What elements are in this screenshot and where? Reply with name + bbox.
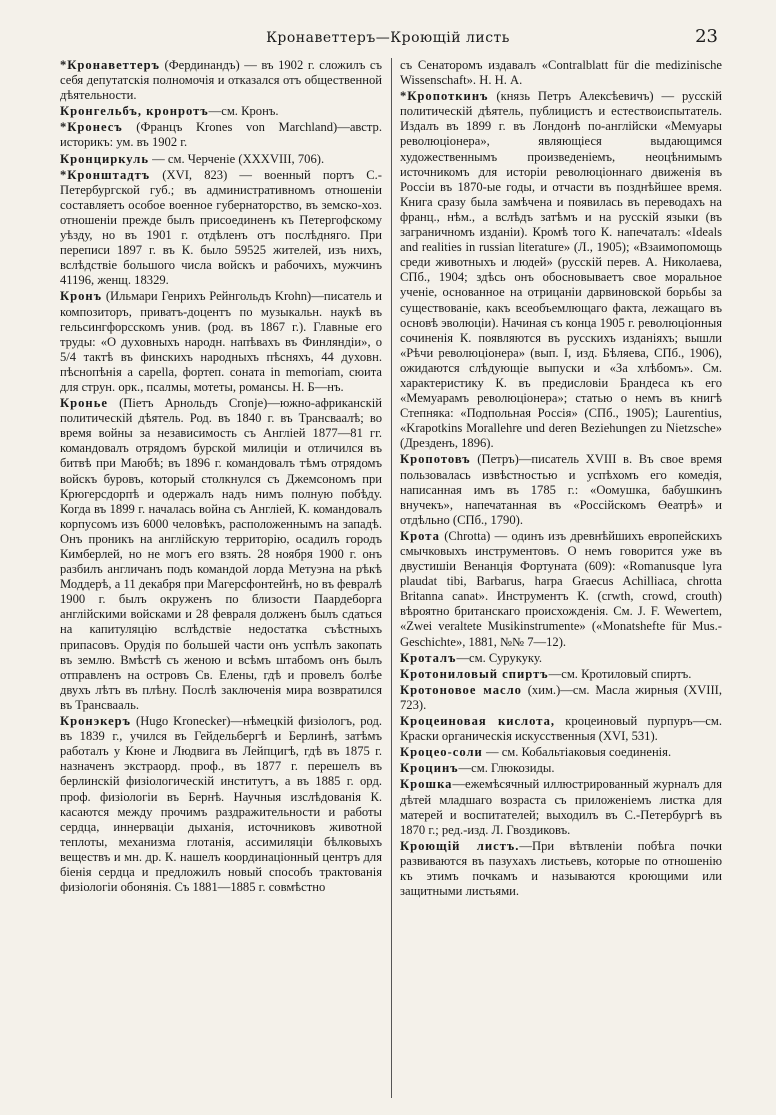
- entry-text: —ежемѣсячный иллюстрированный журналъ для дѣтей младшаго возраста съ приложеніемъ листка для матерей и воспитателей; выходилъ въ С.-Петербургѣ въ 1870 г.; ред.-изд. Л. Гвоздиковъ.: [400, 777, 722, 837]
- dictionary-entry: [400, 452, 722, 527]
- entry-headword: *Кронштадтъ: [60, 167, 151, 182]
- dictionary-entry: [60, 58, 382, 103]
- entry-text: съ Сенаторомъ издавалъ «Contralblatt für die medizinische Wissenschaft». Н. Н. А.: [400, 58, 722, 88]
- dictionary-entry: [60, 289, 382, 395]
- entry-text: (Hugo Kronecker)—нѣмецкій физіологъ, род. въ 1839 г., учился въ Гейдельбергѣ и Берлинѣ, затѣмъ работалъ у Кюне и Людвига въ Лейпцигѣ, гдѣ въ 1875 г. назначенъ экстраорд. проф., въ 1877 г. перешелъ въ берлинскій физіологическій институтъ, а въ 1885 г. орд. проф. физіологіи въ Бернѣ. Научныя изслѣдованія К. касаются между прочимъ раздражительности и работы сердца, иннерваціи дыханія, источниковъ животной теплоты, механизма глотанія, ассимиляціи бѣлковыхъ веществъ и мн. др. К. нашелъ координаціонный центръ для біенія сердца и предложилъ новый способъ трактованія физіологіи обонянія. Съ 1881—1885 г. совмѣстно: [60, 714, 382, 895]
- entry-text: —см. Сурукуку.: [456, 650, 543, 665]
- entry-text: кроцеиновый пурпуръ—см. Краски органическія искусственныя (XVI, 531).: [400, 714, 722, 744]
- entry-text: (Піетъ Арнольдъ Cronje)—южно-африканскій политическій дѣятель. Род. въ 1840 г. въ Трансваалѣ; во время войны за независимость съ Англіей 1877—81 гг. командовалъ отрядомъ бурской милиціи и отличился въ битвѣ при Маюбѣ; въ 1896 г. командовалъ тѣмъ отрядомъ войскъ буровъ, который столкнулся съ Джемсономъ при Крюгерсдорпѣ и одержалъ надъ нимъ полную побѣду. Когда въ 1899 г. началась война съ Англіей, К. командовалъ корпусомъ изъ 6000 человѣкъ, расположеннымъ на западѣ. Онъ проникъ на англійскую территорію, осадилъ городъ Кимберлей, но не могъ его взять. 28 ноября 1900 г. онъ разбилъ англичанъ подъ командой лорда Метуэна на рѣкѣ Моддерѣ, а 11 декабря при Магерсфонтейнѣ, но въ февралѣ 1900 г. былъ окруженъ по близости Паардеборга англійскими войсками и 28 февраля долженъ былъ сдаться на капитуляцію вслѣдствіе недостатка съѣстныхъ припасовъ. Орудія по большей части онъ успѣлъ закопать въ землю. Вмѣстѣ съ женою и всѣмъ штабомъ онъ былъ отправленъ на островъ Св. Елены, гдѣ и провелъ болѣе двухъ лѣтъ въ плѣну. Послѣ заключенія мира возвратился въ Трансвааль.: [60, 396, 382, 712]
- dictionary-entry: [400, 58, 722, 88]
- entry-headword: Кроталъ: [400, 650, 457, 665]
- entry-text: — см. Кобальтіаковыя соединенія.: [482, 745, 672, 760]
- entry-headword: Крота: [400, 528, 440, 543]
- entry-text: (Петръ)—писатель XVIII в. Въ свое время пользовалась извѣстностью и успѣхомъ его комедія, написанная имъ въ 1785 г.: «Оомушка, бабушкинъ внучекъ», напечатанная въ «Россійскомъ Өеатрѣ» и отдѣльно (СПб., 1790).: [400, 452, 722, 527]
- dictionary-entry: [400, 839, 722, 899]
- dictionary-entry: [400, 761, 722, 776]
- entry-headword: *Кропоткинъ: [400, 89, 489, 104]
- dictionary-entry: [400, 777, 722, 837]
- dictionary-entry: [400, 683, 722, 713]
- dictionary-entry: [400, 529, 722, 650]
- two-column-body: [60, 58, 722, 1098]
- entry-headword: Кроющiй листъ.: [400, 838, 520, 853]
- entry-headword: *Кронесъ: [60, 120, 123, 135]
- entry-headword: Кропотовъ: [400, 452, 471, 467]
- entry-headword: Кроцео-соли: [400, 745, 483, 760]
- entry-text: —При вѣтвленіи побѣга почки развиваются въ пазухахъ листьевъ, которые по отношенію къ этимъ почкамъ и называются кроющими или защитными листьями.: [400, 838, 722, 899]
- dictionary-entry: [60, 120, 382, 150]
- entry-headword: Кронье: [60, 396, 108, 411]
- dictionary-entry: [60, 396, 382, 713]
- entry-text: (Францъ Krones von Marchland)—австр. историкъ: ум. въ 1902 г.: [60, 120, 382, 150]
- dictionary-entry: [60, 152, 382, 167]
- entry-headword: Кроцинъ: [400, 761, 459, 776]
- right-column: [400, 58, 722, 1098]
- dictionary-entry: [60, 104, 382, 119]
- dictionary-entry: [60, 168, 382, 289]
- entry-headword: Крошка: [400, 777, 453, 792]
- entry-text: (Ильмари Генрихъ Рейнгольдъ Krohn)—писатель и композиторъ, приватъ-доцентъ по музыкальн. наукѣ въ гельсингфорсскомъ унив. (род. въ 1867 г.). Главные его труды: «О духовныхъ народн. напѣвахъ въ Финляндіи», о 5/4 тактѣ въ финскихъ народныхъ пѣсняхъ, 44 духовн. пѣснопѣнія a capella, фортеп. соната in memoriam, сюита для струн. орк., псалмы, мотеты, романсы. Н. Б—нъ.: [60, 289, 382, 394]
- entry-headword: Кронциркуль: [60, 151, 149, 166]
- left-column: [60, 58, 382, 1098]
- page-number: 23: [695, 26, 718, 47]
- entry-headword: Кронгельбъ, кронротъ: [60, 104, 209, 119]
- entry-headword: Кронъ: [60, 289, 103, 304]
- entry-text: (Chrotta) — одинъ изъ древнѣйшихъ европейскихъ смычковыхъ инструментовъ. О немъ говорится уже въ двустишіи Венанція Фортуната (609): «Romanusque lyra plaudat tibi, Barbarus, harpa Graecus Achilliaca, chrotta Britanna canat». Инструментъ К. (crwth, crowd, crouth) вѣроятно британскаго происхожденія. См. J. F. Wewertem, «Zwei veraltete Musikinstrumente» («Monatshefte für Mus.-Geschichte», 1881, №№ 7—12).: [400, 528, 722, 649]
- entry-headword: Кроцеиновая кислота,: [400, 714, 556, 729]
- entry-text: (Фердинандъ) — въ 1902 г. сложилъ съ себя депутатскія полномочія и отказался отъ общественной дѣятельности.: [60, 58, 382, 103]
- entry-text: —см. Кронъ.: [208, 104, 279, 119]
- entry-text: (хим.)—см. Масла жирныя (XVIII, 723).: [400, 682, 722, 712]
- entry-text: —см. Кротиловый спиртъ.: [548, 666, 692, 681]
- entry-text: — см. Черченіе (XXXVIII, 706).: [149, 151, 325, 166]
- entry-text: (XVI, 823) — военный портъ С.-Петербургской губ.; въ административномъ отношеніи составляетъ особое военное губернаторство, въ земско-хоз. отношеніи прежде былъ присоединенъ къ Петергофскому уѣзду, но въ 1901 г. отдѣленъ отъ послѣдняго. При переписи 1897 г. въ К. было 59525 жителей, изъ нихъ, вслѣдствіе большого числа войскъ и рабочихъ, мужчинъ 41196, женщ. 18329.: [60, 167, 382, 288]
- entry-headword: *Кронаветтеръ: [60, 58, 160, 72]
- entry-text: —см. Глюкозиды.: [458, 761, 555, 776]
- dictionary-entry: [60, 714, 382, 895]
- entry-text: (князь Петръ Алексѣевичъ) — русскій политическій дѣятель, публицистъ и естествоиспытатель. Издалъ въ 1899 г. въ Лондонѣ по-англійски «Мемуары революціонера», являющіеся выдающимся художественнымъ произведеніемъ, неоцѣнимымъ источникомъ для исторіи революціоннаго движенія въ Россіи въ 1870-ые годы, и отчасти въ позднѣйшее время. Книга сразу была замѣчена и появилась въ переводахъ на франц., нѣм., а вслѣдъ затѣмъ и на русскій языки (въ заграничномъ изданіи). Кромѣ того К. напечаталъ: «Ideals and realities in russian literature» (Л., 1905); «Взаимопомощь среди животныхъ и людей» (русскій перев. А. Николаева, СПб., 1904; здѣсь онъ обосновываетъ свое моральное ученіе, основанное на отрицаніи дарвиновской борьбы за существованіе, какъ всеобъемлющаго факта, лежащаго въ основѣ эволюціи). Начиная съ конца 1905 г. революціонныя сочиненія К. появляются въ русскихъ изданіяхъ; вышли «Рѣчи революціонера» (вып. I, изд. Бѣляева, СПб., 1906), ожидаются слѣдующіе выпуски и «За хлѣбомъ». См. характеристику К. въ предисловіи Брандеса къ его «Мемуарамъ революціонера»; статью о немъ въ книгѣ Степняка: «Подпольная Россія» (СПб., 1905); Laurentius, «Krapotkins Morallehre und deren Beziehungen zu Nietzsche» (Дрезденъ, 1896).: [400, 89, 722, 451]
- dictionary-entry: [400, 667, 722, 682]
- dictionary-entry: [400, 89, 722, 451]
- dictionary-entry: [400, 714, 722, 744]
- dictionary-entry: [400, 745, 722, 760]
- running-head: Кронаветтеръ—Кроющiй листь: [266, 30, 510, 46]
- column-divider: [391, 58, 392, 1098]
- entry-headword: Кротоновое масло: [400, 682, 522, 697]
- entry-headword: Кронэкеръ: [60, 714, 132, 729]
- dictionary-entry: [400, 651, 722, 666]
- entry-headword: Кротониловый спиртъ: [400, 666, 549, 681]
